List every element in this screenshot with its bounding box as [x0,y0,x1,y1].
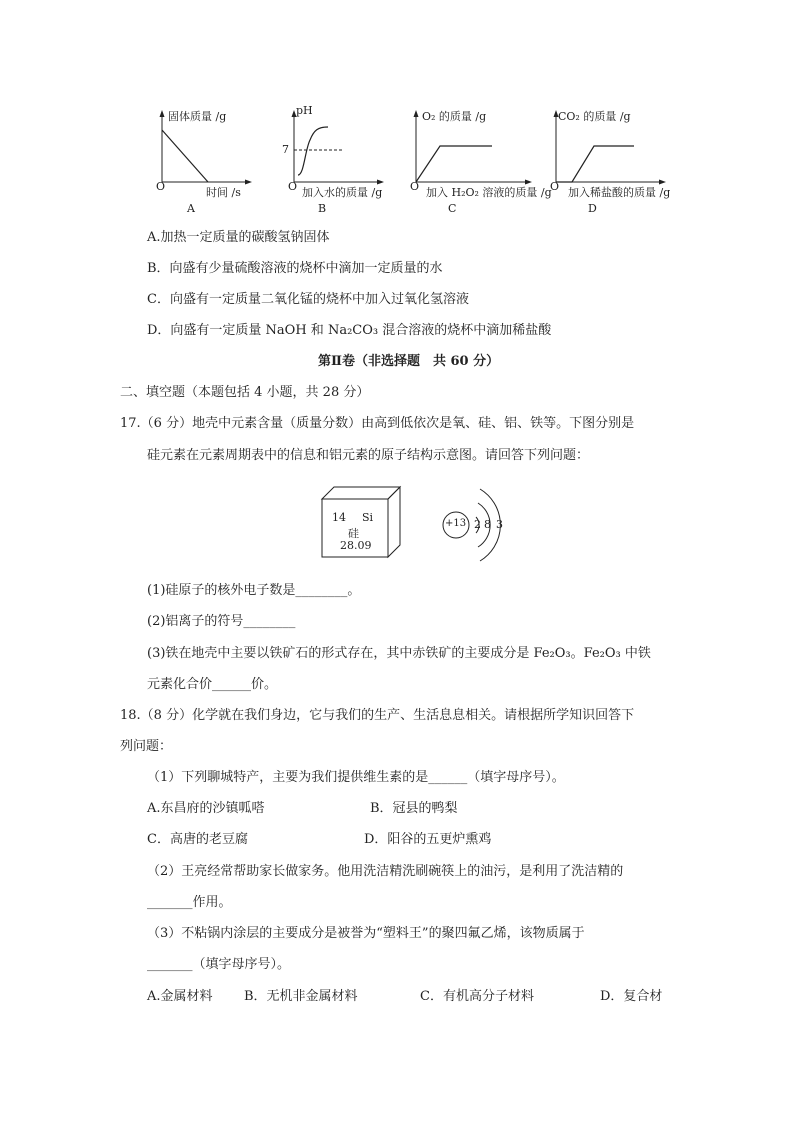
graph-b-ylabel: pH [296,104,313,117]
q18-sub1-option-d: D．阳谷的五更炉熏鸡 [364,832,492,847]
q17-sub3-line1: (3)铁在地壳中主要以铁矿石的形式存在，其中赤铁矿的主要成分是 Fe₂O₃。Fe₂O₃ 中铁 [147,646,651,661]
q18-stem-line2: 列问题： [120,739,173,754]
q18-sub3-option-b: B．无机非金属材料 [244,989,358,1004]
graph-a-ylabel: 固体质量 /g [168,110,227,123]
element-symbol: Si [362,511,374,524]
q17-stem-line1: 17.（6 分）地壳中元素含量（质量分数）由高到低依次是氧、硅、铝、铁等。下图分别是 [120,416,635,431]
graph-c-ylabel: O₂ 的质量 /g [422,110,487,123]
q17-stem-line2: 硅元素在元素周期表中的信息和铝元素的原子结构示意图。请回答下列问题： [147,448,590,463]
q18-sub3-line1: （3）不粘锅内涂层的主要成分是被誉为“塑料王”的聚四氟乙烯，该物质属于 [147,926,585,941]
graph-c-origin: O [410,180,420,193]
q16-option-c: C．向盛有一定质量二氧化锰的烧杯中加入过氧化氢溶液 [147,292,469,307]
graph-a [150,100,260,219]
graph-d-origin: O [550,180,560,193]
q18-sub3-line2: _______（填字母序号）。 [147,957,291,972]
q16-option-b: B．向盛有少量硫酸溶液的烧杯中滴加一定质量的水 [147,261,443,276]
graph-d-ylabel: CO₂ 的质量 /g [558,110,631,123]
graph-b [282,100,392,219]
atom-shell-1: 2 [474,518,481,531]
atom-diagram-al [440,485,520,565]
graph-a-xlabel: 时间 /s [206,186,241,199]
q18-sub3-option-c: C．有机高分子材料 [420,989,534,1004]
atom-shell-3: 3 [496,518,503,531]
q18-sub1-option-b: B．冠县的鸭梨 [370,801,458,816]
q16-option-a: A.加热一定质量的碳酸氢钠固体 [147,230,330,245]
graph-a-origin: O [156,180,166,193]
element-mass: 28.09 [340,539,372,552]
q18-sub3-option-d: D．复合材 [600,989,663,1004]
q18-sub1-option-a: A.东昌府的沙镇呱嗒 [147,801,265,816]
q18-sub3-option-a: A.金属材料 [147,989,213,1004]
atom-shell-2: 8 [484,518,491,531]
graph-c-xlabel: 加入 H₂O₂ 溶液的质量 /g [426,186,552,199]
q18-sub1-option-c: C．高唐的老豆腐 [147,832,248,847]
periodic-cell-si [318,485,402,560]
graph-c [404,100,552,219]
q18-sub2-line2: _______作用。 [147,895,232,910]
graph-a-letter: A [187,202,195,215]
section-title: 第Ⅱ卷（非选择题 共 60 分） [318,354,500,369]
element-number: 14 [332,511,346,524]
q17-sub3-line2: 元素化合价______价。 [147,677,278,692]
graph-b-xlabel: 加入水的质量 /g [302,186,383,199]
graph-b-mark: 7 [282,143,289,156]
q16-option-d: D．向盛有一定质量 NaOH 和 Na₂CO₃ 混合溶液的烧杯中滴加稀盐酸 [147,323,552,338]
graph-d-xlabel: 加入稀盐酸的质量 /g [568,186,671,199]
graph-b-letter: B [318,202,327,215]
graph-d-letter: D [588,202,597,215]
atom-nucleus: +13 [445,518,467,529]
q18-sub2-line1: （2）王亮经常帮助家长做家务。他用洗洁精洗刷碗筷上的油污，是利用了洗洁精的 [147,864,624,879]
graph-d [544,100,674,219]
graph-b-origin: O [288,180,298,193]
graph-c-letter: C [448,202,457,215]
element-name: 硅 [348,527,359,540]
q18-sub1: （1）下列聊城特产，主要为我们提供维生素的是______（填字母序号）。 [147,770,565,785]
q17-sub2: (2)铝离子的符号________ [147,614,296,629]
q18-stem-line1: 18.（8 分）化学就在我们身边，它与我们的生产、生活息息相关。请根据所学知识回答下 [120,708,635,723]
q17-sub1: (1)硅原子的核外电子数是________。 [147,583,361,598]
section-heading: 二、填空题（本题包括 4 小题，共 28 分） [120,385,370,400]
